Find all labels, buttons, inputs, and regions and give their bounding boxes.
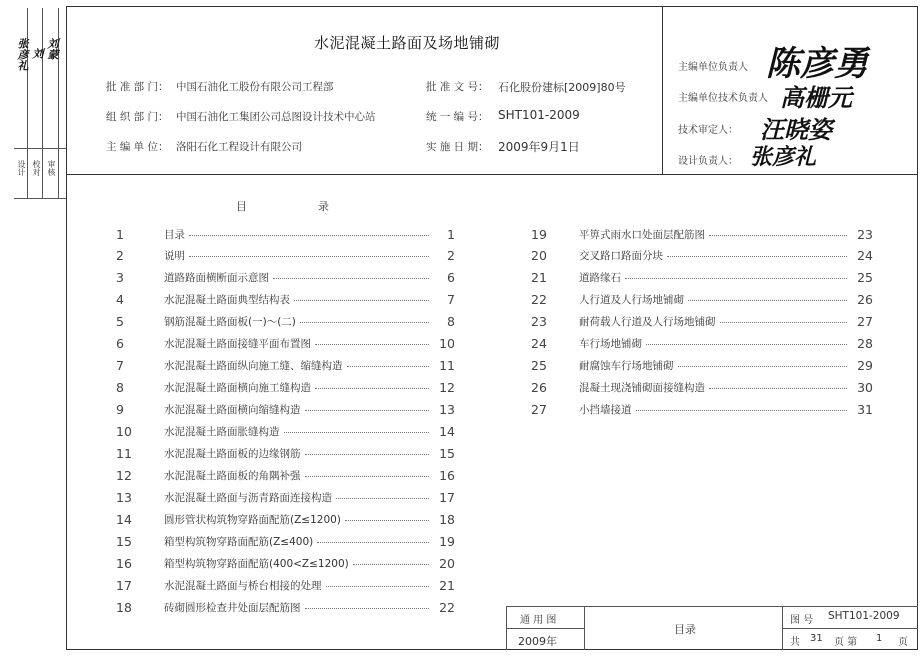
toc-row-no: 1 — [116, 227, 124, 242]
toc-row[interactable] — [116, 333, 455, 354]
toc-row[interactable] — [116, 245, 455, 266]
generic-drawing-label: 通 用 图 — [520, 615, 557, 626]
toc-row-no: 14 — [116, 512, 132, 527]
toc-row[interactable] — [531, 245, 873, 266]
chief-tech-head-label: 主编单位技术负责人 — [678, 93, 768, 104]
toc-row-page: 16 — [439, 468, 455, 483]
drawing-no-label: 图 号 — [790, 615, 814, 626]
toc-row-no: 24 — [531, 336, 547, 351]
leader-dots — [347, 366, 430, 367]
toc-row-title: 水泥混凝土路面接缝平面布置图 — [164, 338, 311, 350]
toc-row-page: 29 — [857, 358, 873, 373]
toc-row-title: 目录 — [164, 229, 185, 241]
org-dept-value: 中国石油化工集团公司总图设计技术中心站 — [176, 111, 376, 123]
toc-row-no: 22 — [531, 292, 547, 307]
leader-dots — [294, 300, 429, 301]
toc-row-page: 26 — [857, 292, 873, 307]
toc-row-no: 12 — [116, 468, 132, 483]
toc-row-no: 17 — [116, 578, 132, 593]
side-signature-1: 张彦礼 — [16, 38, 29, 71]
year-label: 2009年 — [518, 635, 557, 648]
toc-row-title: 说明 — [164, 250, 185, 262]
toc-row[interactable] — [116, 509, 455, 530]
toc-row-page: 18 — [439, 512, 455, 527]
toc-row-title: 小挡墙接道 — [579, 404, 632, 416]
toc-row-no: 2 — [116, 248, 124, 263]
toc-row-no: 23 — [531, 314, 547, 329]
toc-row-page: 23 — [857, 227, 873, 242]
toc-row-no: 4 — [116, 292, 124, 307]
toc-row-title: 水泥混凝土路面横向缩缝构造 — [164, 404, 301, 416]
toc-row-title: 交叉路口路面分块 — [579, 250, 663, 262]
toc-row-title: 水泥混凝土路面典型结构表 — [164, 294, 290, 306]
effective-date-label: 实 施 日 期： — [426, 141, 489, 153]
leader-dots — [305, 608, 430, 609]
toc-row-page: 28 — [857, 336, 873, 351]
toc-heading-right: 录 — [318, 200, 331, 213]
toc-row-title: 水泥混凝土路面胀缝构造 — [164, 426, 280, 438]
toc-row[interactable] — [116, 355, 455, 376]
effective-date-value: 2009年9月1日 — [498, 140, 580, 154]
toc-row-page: 14 — [439, 424, 455, 439]
toc-row[interactable] — [531, 355, 873, 376]
toc-row-page: 24 — [857, 248, 873, 263]
leader-dots — [284, 432, 430, 433]
toc-row-title: 钢筋混凝土路面板(一)～(二) — [164, 316, 296, 328]
toc-row-page: 7 — [447, 292, 455, 307]
toc-row[interactable] — [116, 531, 455, 552]
toc-row-no: 25 — [531, 358, 547, 373]
toc-row-no: 7 — [116, 358, 124, 373]
toc-row-title: 水泥混凝土路面与桥台相接的处理 — [164, 580, 322, 592]
leader-dots — [326, 586, 430, 587]
approval-doc-value: 石化股份建标[2009]80号 — [498, 81, 626, 94]
toc-row-page: 25 — [857, 270, 873, 285]
toc-row-no: 6 — [116, 336, 124, 351]
toc-row-no: 18 — [116, 600, 132, 615]
leader-dots — [300, 322, 429, 323]
toc-row-page: 31 — [857, 402, 873, 417]
leader-dots — [353, 564, 429, 565]
side-signature-3: 刘蒙 — [46, 38, 59, 60]
leader-dots — [315, 344, 429, 345]
toc-row-no: 19 — [531, 227, 547, 242]
page-label: 页 第 — [834, 637, 858, 648]
toc-row-page: 1 — [447, 227, 455, 242]
tech-reviewer-label: 技术审定人： — [678, 125, 738, 136]
toc-row-no: 5 — [116, 314, 124, 329]
approval-dept-value: 中国石油化工股份有限公司工程部 — [176, 81, 334, 93]
toc-row-no: 8 — [116, 380, 124, 395]
toc-row[interactable] — [531, 289, 873, 310]
side-strip — [14, 8, 66, 200]
sheet-name: 目录 — [674, 623, 696, 636]
drawing-no-value: SHT101-2009 — [828, 610, 900, 622]
leader-dots — [678, 366, 848, 367]
editor-unit-label: 主 编 单 位： — [106, 141, 169, 153]
page-suffix: 页 — [898, 637, 908, 648]
toc-row[interactable] — [116, 443, 455, 464]
toc-row-title: 水泥混凝土路面板的角隅补强 — [164, 470, 301, 482]
editor-unit-value: 洛阳石化工程设计有限公司 — [176, 141, 302, 153]
side-signature-2: 刘 — [31, 48, 44, 59]
leader-dots — [273, 278, 429, 279]
toc-row-no: 27 — [531, 402, 547, 417]
toc-row[interactable] — [531, 311, 873, 332]
leader-dots — [688, 300, 847, 301]
side-label-design: 设计 — [17, 160, 26, 176]
toc-row-title: 耐腐蚀车行场地铺砌 — [579, 360, 674, 372]
toc-row-page: 2 — [447, 248, 455, 263]
design-lead-label: 设计负责人： — [678, 156, 738, 167]
toc-row-title: 车行场地铺砌 — [579, 338, 642, 350]
toc-row[interactable] — [116, 224, 455, 245]
side-label-review: 审核 — [47, 160, 56, 176]
side-label-check: 校对 — [32, 160, 41, 176]
chief-unit-head-label: 主编单位负责人 — [678, 62, 748, 73]
unified-no-value: SHT101-2009 — [498, 108, 580, 122]
toc-row-no: 10 — [116, 424, 132, 439]
leader-dots — [189, 235, 429, 236]
page-no: 1 — [876, 633, 883, 644]
toc-heading-left: 目 — [236, 200, 249, 213]
toc-row-no: 3 — [116, 270, 124, 285]
toc-row-title: 道路缘石 — [579, 272, 621, 284]
toc-row-page: 17 — [439, 490, 455, 505]
toc-row-no: 21 — [531, 270, 547, 285]
leader-dots — [305, 410, 430, 411]
toc-row[interactable] — [116, 289, 455, 310]
leader-dots — [709, 235, 847, 236]
leader-dots — [667, 256, 847, 257]
toc-row-title: 箱型构筑物穿路面配筋(400<Z≤1200) — [164, 558, 349, 570]
toc-row-no: 16 — [116, 556, 132, 571]
title-block — [506, 606, 918, 650]
leader-dots — [720, 322, 848, 323]
toc-row[interactable] — [531, 267, 873, 288]
toc-row[interactable] — [116, 553, 455, 574]
toc-row-page: 30 — [857, 380, 873, 395]
toc-row-page: 21 — [439, 578, 455, 593]
toc-row-title: 箱型构筑物穿路面配筋(Z≤400) — [164, 536, 314, 548]
leader-dots — [189, 256, 429, 257]
toc-row[interactable] — [116, 377, 455, 398]
toc-row-page: 22 — [439, 600, 455, 615]
toc-row-title: 水泥混凝土路面横向施工缝构造 — [164, 382, 311, 394]
toc-row-title: 混凝土现浇铺砌面接缝构造 — [579, 382, 705, 394]
toc-row[interactable] — [116, 465, 455, 486]
toc-row[interactable] — [116, 421, 455, 442]
toc-row-no: 13 — [116, 490, 132, 505]
toc-row[interactable] — [116, 267, 455, 288]
toc-row[interactable] — [116, 311, 455, 332]
toc-row-title: 耐荷载人行道及人行场地铺砌 — [579, 316, 716, 328]
chief-tech-head-signature: 高栅元 — [780, 83, 852, 112]
leader-dots — [709, 388, 847, 389]
toc-row-page: 8 — [447, 314, 455, 329]
org-dept-label: 组 织 部 门： — [106, 111, 169, 123]
toc-row[interactable] — [531, 377, 873, 398]
toc-row-no: 9 — [116, 402, 124, 417]
leader-dots — [317, 542, 429, 543]
toc-row[interactable] — [116, 597, 455, 618]
toc-row-title: 平箅式雨水口处面层配筋图 — [579, 229, 705, 241]
toc-row-no: 15 — [116, 534, 132, 549]
leader-dots — [646, 344, 847, 345]
toc-row-page: 6 — [447, 270, 455, 285]
toc-row[interactable] — [531, 333, 873, 354]
total-pages: 31 — [810, 633, 823, 644]
unified-no-label: 统 一 编 号： — [426, 111, 489, 123]
approval-dept-label: 批 准 部 门： — [106, 81, 169, 93]
toc-row-title: 水泥混凝土路面与沥青路面连接构造 — [164, 492, 332, 504]
toc-row-page: 19 — [439, 534, 455, 549]
toc-row-title: 圆形管状构筑物穿路面配筋(Z≤1200) — [164, 514, 341, 526]
toc-row[interactable] — [531, 399, 873, 420]
tech-reviewer-signature: 汪晓姿 — [760, 115, 832, 144]
toc-row-title: 砖砌圆形检查井处面层配筋图 — [164, 602, 301, 614]
toc-row-page: 13 — [439, 402, 455, 417]
toc-row[interactable] — [116, 487, 455, 508]
approval-doc-label: 批 准 文 号： — [426, 81, 489, 93]
toc-row-page: 20 — [439, 556, 455, 571]
toc-row-no: 26 — [531, 380, 547, 395]
toc-row-page: 15 — [439, 446, 455, 461]
chief-unit-head-signature: 陈彦勇 — [766, 44, 868, 84]
toc-row[interactable] — [116, 575, 455, 596]
leader-dots — [305, 476, 430, 477]
toc-row-no: 11 — [116, 446, 132, 461]
toc-row-page: 10 — [439, 336, 455, 351]
leader-dots — [315, 388, 429, 389]
leader-dots — [625, 278, 847, 279]
toc-row-title: 水泥混凝土路面板的边缘钢筋 — [164, 448, 301, 460]
toc-row-title: 水泥混凝土路面纵向施工缝、缩缝构造 — [164, 360, 343, 372]
toc-row-page: 27 — [857, 314, 873, 329]
header-block — [66, 6, 918, 176]
leader-dots — [305, 454, 430, 455]
document-title: 水泥混凝土路面及场地铺砌 — [314, 34, 501, 52]
toc-row-no: 20 — [531, 248, 547, 263]
toc-row-title: 人行道及人行场地铺砌 — [579, 294, 684, 306]
toc-row[interactable] — [531, 224, 873, 245]
total-label: 共 — [790, 637, 800, 648]
toc-row-title: 道路路面横断面示意图 — [164, 272, 269, 284]
toc-row-page: 11 — [439, 358, 455, 373]
leader-dots — [345, 520, 429, 521]
leader-dots — [636, 410, 848, 411]
toc-row-page: 12 — [439, 380, 455, 395]
toc-row[interactable] — [116, 399, 455, 420]
leader-dots — [336, 498, 429, 499]
design-lead-signature: 张彦礼 — [750, 144, 817, 170]
